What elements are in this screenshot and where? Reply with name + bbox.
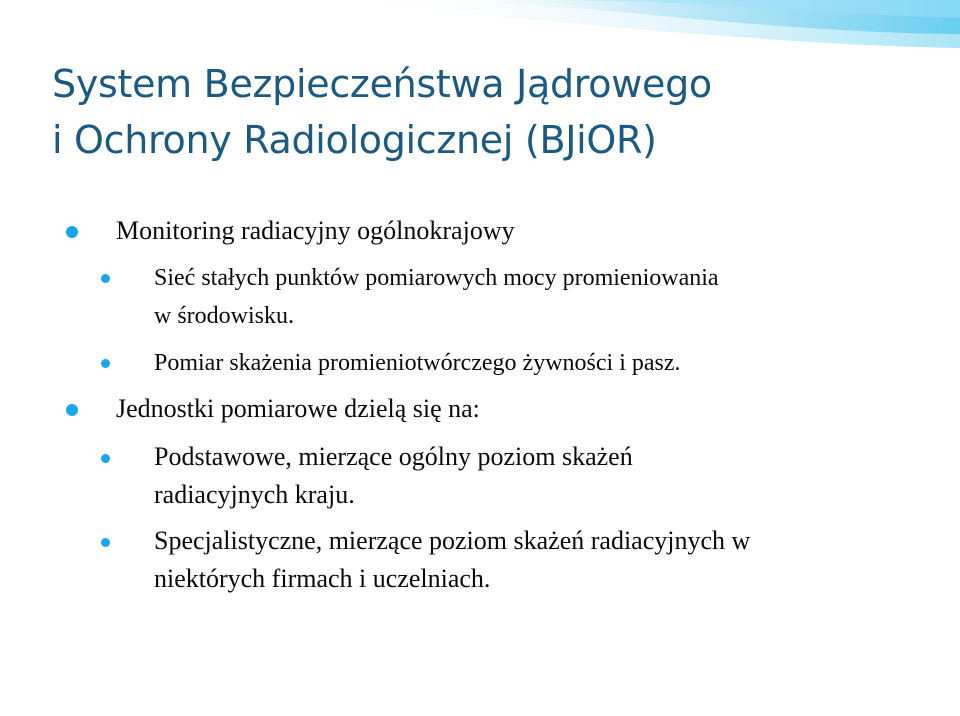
list-item [154,344,934,382]
bullet-icon [101,359,110,368]
list-item-text-line-1: Sieć stałych punktów pomiarowych mocy promieniowania [154,265,719,291]
list-item-text-line-2: radiacyjnych kraju. [154,480,355,509]
slide-title-line-2: i Ochrony Radiologicznej (BJiOR) [52,118,657,162]
bullet-icon [101,454,110,463]
list-item-text: Monitoring radiacyjny ogólnokrajowy [116,216,515,245]
list-item [116,393,916,425]
slide-title-line-1: System Bezpieczeństwa Jądrowego [52,62,712,106]
list-item-text-line-1: Podstawowe, mierzące ogólny poziom skażeń [154,442,633,471]
list-item [116,215,916,247]
list-item-text-line-2: niektórych firmach i uczelniach. [154,564,491,593]
list-item-text: Jednostki pomiarowe dzielą się na: [116,394,480,423]
list-item-text: Pomiar skażenia promieniotwórczego żywności i pasz. [154,350,681,376]
bullet-icon [101,538,110,547]
bullet-icon [101,274,110,283]
list-item-text-line-1: Specjalistyczne, mierzące poziom skażeń radiacyjnych w [154,526,751,555]
list-item [154,438,934,514]
list-item [154,259,934,335]
bullet-icon [66,226,78,238]
list-item-text-line-2: w środowisku. [154,303,295,329]
bullet-icon [66,404,78,416]
list-item [154,522,934,598]
